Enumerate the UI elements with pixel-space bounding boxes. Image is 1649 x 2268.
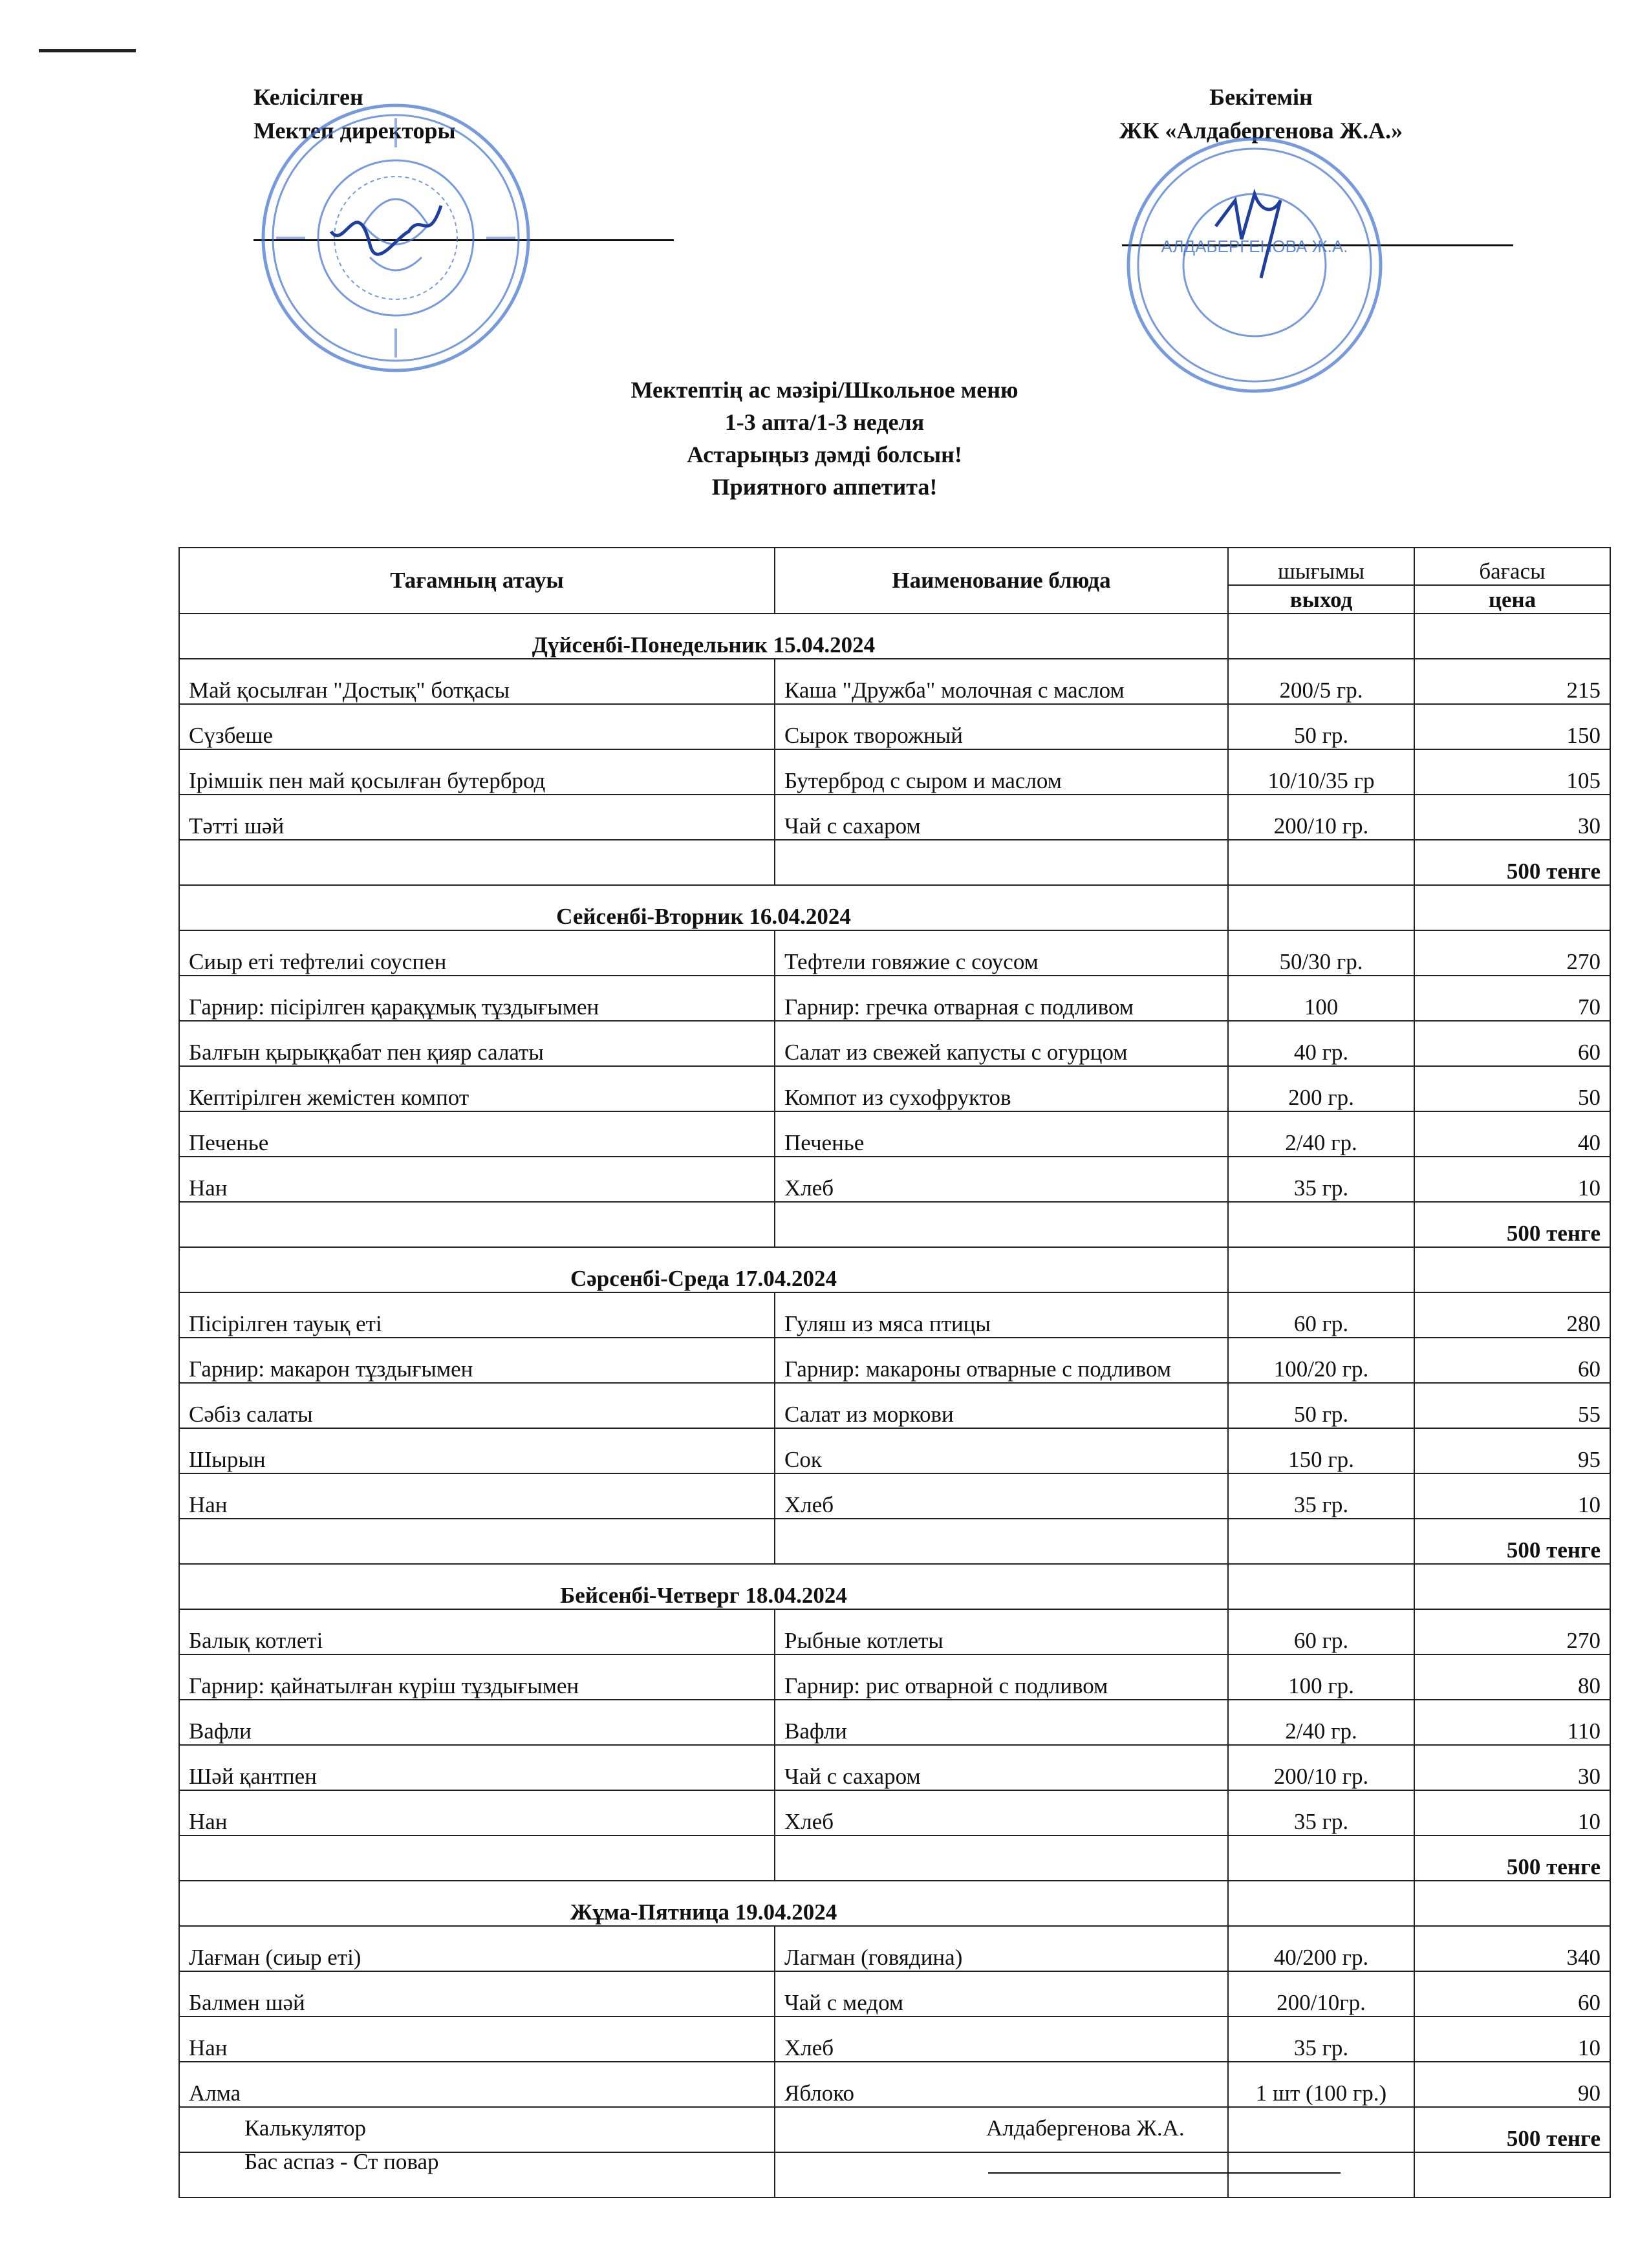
dish-price: 60: [1414, 1338, 1610, 1383]
dish-price: 50: [1414, 1066, 1610, 1111]
dish-portion: 200/5 гр.: [1228, 659, 1414, 704]
empty-cell: [179, 840, 775, 885]
dish-name-ru: Хлеб: [775, 2017, 1228, 2062]
dish-portion: 100 гр.: [1228, 1654, 1414, 1700]
empty-cell: [775, 1835, 1228, 1881]
table-row: [179, 1745, 1610, 1790]
table-row: [179, 976, 1610, 1021]
dish-portion: 200 гр.: [1228, 1066, 1414, 1111]
table-row: [179, 795, 1610, 840]
dish-name-ru: Хлеб: [775, 1790, 1228, 1835]
day-total-row: [179, 1202, 1610, 1247]
day-total: 500 тенге: [1414, 1519, 1610, 1564]
dish-portion: 35 гр.: [1228, 1157, 1414, 1202]
dish-name-ru: Гуляш из мяса птицы: [775, 1292, 1228, 1338]
dish-name-ru: Чай с сахаром: [775, 1745, 1228, 1790]
dish-name-kz: Пісірілген тауық еті: [179, 1292, 775, 1338]
day-name: Сәрсенбі-Среда 17.04.2024: [179, 1247, 1228, 1292]
empty-cell: [1228, 885, 1414, 930]
scan-mark: [39, 49, 136, 52]
dish-name-kz: Сәбіз салаты: [179, 1383, 775, 1428]
header-col-kz: Тағамның атауы: [179, 548, 775, 614]
dish-name-kz: Вафли: [179, 1700, 775, 1745]
dish-portion: 150 гр.: [1228, 1428, 1414, 1473]
dish-portion: 50 гр.: [1228, 1383, 1414, 1428]
dish-name-kz: Шырын: [179, 1428, 775, 1473]
dish-portion: 1 шт (100 гр.): [1228, 2062, 1414, 2107]
table-row: [179, 1021, 1610, 1066]
table-row: [179, 659, 1610, 704]
empty-cell: [1228, 840, 1414, 885]
header-col-price-kz: бағасы: [1414, 548, 1610, 585]
dish-price: 270: [1414, 1609, 1610, 1654]
approval-right-line1: Бекітемін: [1209, 84, 1313, 110]
dish-name-kz: Гарнир: пісірілген қарақұмық тұздығымен: [179, 976, 775, 1021]
day-total: 500 тенге: [1414, 1835, 1610, 1881]
footer-signer-name: Алдабергенова Ж.А.: [986, 2115, 1185, 2141]
approval-left-line1: Келісілген: [253, 84, 363, 110]
empty-cell: [1414, 2152, 1610, 2198]
dish-name-kz: Балық котлеті: [179, 1609, 775, 1654]
dish-name-ru: Гарнир: рис отварной с подливом: [775, 1654, 1228, 1700]
dish-price: 30: [1414, 1745, 1610, 1790]
dish-price: 270: [1414, 930, 1610, 976]
right-seal-text: АЛДАБЕРГЕНОВА Ж.А.: [1161, 237, 1348, 256]
dish-name-ru: Яблоко: [775, 2062, 1228, 2107]
dish-name-kz: Балмен шәй: [179, 1971, 775, 2017]
day-total-row: [179, 840, 1610, 885]
dish-portion: 35 гр.: [1228, 1473, 1414, 1519]
left-school-seal: [253, 96, 538, 380]
dish-name-kz: Балғын қырыққабат пен қияр салаты: [179, 1021, 775, 1066]
dish-price: 110: [1414, 1700, 1610, 1745]
dish-name-ru: Сок: [775, 1428, 1228, 1473]
header-col-out-kz: шығымы: [1228, 548, 1414, 585]
dish-price: 60: [1414, 1971, 1610, 2017]
table-row: [179, 2062, 1610, 2107]
table-row: [179, 1700, 1610, 1745]
dish-name-kz: Гарнир: макарон тұздығымен: [179, 1338, 775, 1383]
table-row: [179, 1066, 1610, 1111]
day-total-row: [179, 1835, 1610, 1881]
dish-name-ru: Хлеб: [775, 1157, 1228, 1202]
dish-name-kz: Сиыр еті тефтелиі соуспен: [179, 930, 775, 976]
empty-cell: [1228, 1202, 1414, 1247]
dish-price: 105: [1414, 749, 1610, 795]
dish-name-kz: Нан: [179, 2017, 775, 2062]
empty-cell: [1414, 614, 1610, 659]
empty-cell: [1414, 885, 1610, 930]
dish-price: 215: [1414, 659, 1610, 704]
day-header-row: [179, 1247, 1610, 1292]
empty-cell: [179, 1202, 775, 1247]
dish-name-kz: Алма: [179, 2062, 775, 2107]
dish-portion: 200/10 гр.: [1228, 1745, 1414, 1790]
dish-name-kz: Кептірілген жемістен компот: [179, 1066, 775, 1111]
empty-cell: [1228, 614, 1414, 659]
table-row: [179, 1790, 1610, 1835]
dish-price: 95: [1414, 1428, 1610, 1473]
empty-cell: [179, 1835, 775, 1881]
dish-name-kz: Тәтті шәй: [179, 795, 775, 840]
menu-body: [179, 614, 1610, 2198]
dish-price: 30: [1414, 795, 1610, 840]
day-total-row: [179, 1519, 1610, 1564]
dish-price: 80: [1414, 1654, 1610, 1700]
dish-name-ru: Компот из сухофруктов: [775, 1066, 1228, 1111]
dish-name-kz: Май қосылған "Достық" ботқасы: [179, 659, 775, 704]
day-header-row: [179, 1881, 1610, 1926]
dish-name-ru: Гарнир: гречка отварная с подливом: [775, 976, 1228, 1021]
dish-portion: 100: [1228, 976, 1414, 1021]
day-name: Жұма-Пятница 19.04.2024: [179, 1881, 1228, 1926]
footer-left: [244, 2112, 439, 2179]
dish-portion: 40/200 гр.: [1228, 1926, 1414, 1971]
empty-cell: [1228, 1881, 1414, 1926]
title-line2: 1-3 апта/1-3 неделя: [724, 409, 925, 435]
empty-cell: [1228, 2107, 1414, 2152]
dish-name-kz: Ірімшік пен май қосылған бутерброд: [179, 749, 775, 795]
day-header-row: [179, 614, 1610, 659]
dish-name-ru: Печенье: [775, 1111, 1228, 1157]
dish-price: 10: [1414, 1157, 1610, 1202]
title-line3: Астарыңыз дәмді болсын!: [687, 442, 962, 467]
day-header-row: [179, 885, 1610, 930]
dish-portion: 35 гр.: [1228, 1790, 1414, 1835]
footer-right: [986, 2112, 1185, 2145]
table-row: [179, 1654, 1610, 1700]
table-row: [179, 749, 1610, 795]
dish-name-ru: Лагман (говядина): [775, 1926, 1228, 1971]
table-row: [179, 704, 1610, 749]
dish-name-kz: Сүзбеше: [179, 704, 775, 749]
footer-signature-line: [988, 2172, 1341, 2174]
dish-name-kz: Гарнир: қайнатылған күріш тұздығымен: [179, 1654, 775, 1700]
dish-price: 10: [1414, 1790, 1610, 1835]
dish-price: 340: [1414, 1926, 1610, 1971]
day-header-row: [179, 1564, 1610, 1609]
dish-price: 10: [1414, 1473, 1610, 1519]
footer-role1: Калькулятор: [244, 2115, 367, 2141]
day-name: Дүйсенбі-Понедельник 15.04.2024: [179, 614, 1228, 659]
dish-price: 280: [1414, 1292, 1610, 1338]
dish-price: 40: [1414, 1111, 1610, 1157]
empty-cell: [1414, 1881, 1610, 1926]
day-total: 500 тенге: [1414, 840, 1610, 885]
table-row: [179, 1338, 1610, 1383]
dish-portion: 2/40 гр.: [1228, 1111, 1414, 1157]
dish-name-ru: Хлеб: [775, 1473, 1228, 1519]
table-row: [179, 1473, 1610, 1519]
dish-name-kz: Нан: [179, 1473, 775, 1519]
dish-name-ru: Гарнир: макароны отварные с подливом: [775, 1338, 1228, 1383]
table-row: [179, 1292, 1610, 1338]
empty-cell: [1228, 2152, 1414, 2198]
empty-cell: [1228, 1519, 1414, 1564]
empty-cell: [1414, 1247, 1610, 1292]
dish-name-ru: Салат из свежей капусты с огурцом: [775, 1021, 1228, 1066]
dish-name-kz: Лағман (сиыр еті): [179, 1926, 775, 1971]
dish-portion: 50 гр.: [1228, 704, 1414, 749]
dish-price: 10: [1414, 2017, 1610, 2062]
day-name: Бейсенбі-Четверг 18.04.2024: [179, 1564, 1228, 1609]
dish-portion: 60 гр.: [1228, 1292, 1414, 1338]
dish-price: 70: [1414, 976, 1610, 1021]
empty-cell: [179, 1519, 775, 1564]
table-row: [179, 1428, 1610, 1473]
menu-table: [178, 547, 1611, 2198]
dish-name-kz: Шәй қантпен: [179, 1745, 775, 1790]
dish-name-ru: Салат из моркови: [775, 1383, 1228, 1428]
dish-name-ru: Чай с медом: [775, 1971, 1228, 2017]
approval-left-line2: Мектеп директоры: [253, 118, 456, 144]
dish-portion: 100/20 гр.: [1228, 1338, 1414, 1383]
table-row: [179, 2017, 1610, 2062]
dish-price: 150: [1414, 704, 1610, 749]
dish-name-kz: Нан: [179, 1157, 775, 1202]
title-line1: Мектептің ас мәзірі/Школьное меню: [630, 377, 1018, 403]
table-row: [179, 1111, 1610, 1157]
dish-name-ru: Каша "Дружба" молочная с маслом: [775, 659, 1228, 704]
table-row: [179, 1971, 1610, 2017]
day-name: Сейсенбі-Вторник 16.04.2024: [179, 885, 1228, 930]
day-total: 500 тенге: [1414, 2107, 1610, 2152]
dish-portion: 50/30 гр.: [1228, 930, 1414, 976]
dish-portion: 40 гр.: [1228, 1021, 1414, 1066]
table-row: [179, 1157, 1610, 1202]
table-row: [179, 1383, 1610, 1428]
dish-portion: 10/10/35 гр: [1228, 749, 1414, 795]
dish-name-ru: Чай с сахаром: [775, 795, 1228, 840]
dish-portion: 2/40 гр.: [1228, 1700, 1414, 1745]
table-row: [179, 1926, 1610, 1971]
empty-cell: [1228, 1835, 1414, 1881]
dish-name-ru: Тефтели говяжие с соусом: [775, 930, 1228, 976]
footer-role2: Бас аспаз - Ст повар: [244, 2149, 439, 2174]
empty-cell: [775, 2152, 1228, 2198]
empty-cell: [1228, 1564, 1414, 1609]
approval-right-line2: ЖК «Алдабергенова Ж.А.»: [1119, 118, 1403, 144]
dish-portion: 60 гр.: [1228, 1609, 1414, 1654]
title-line4: Приятного аппетита!: [711, 474, 938, 500]
day-total: 500 тенге: [1414, 1202, 1610, 1247]
dish-name-ru: Рыбные котлеты: [775, 1609, 1228, 1654]
empty-cell: [775, 1519, 1228, 1564]
dish-name-ru: Вафли: [775, 1700, 1228, 1745]
dish-price: 55: [1414, 1383, 1610, 1428]
dish-name-kz: Нан: [179, 1790, 775, 1835]
header-col-out-ru: выход: [1228, 585, 1414, 614]
dish-portion: 200/10 гр.: [1228, 795, 1414, 840]
header-col-price-ru: цена: [1414, 585, 1610, 614]
empty-cell: [1228, 1247, 1414, 1292]
menu-title: [0, 374, 1649, 503]
empty-cell: [775, 1202, 1228, 1247]
dish-name-ru: Бутерброд с сыром и маслом: [775, 749, 1228, 795]
table-row: [179, 1609, 1610, 1654]
dish-portion: 35 гр.: [1228, 2017, 1414, 2062]
empty-cell: [775, 840, 1228, 885]
dish-portion: 200/10гр.: [1228, 1971, 1414, 2017]
header-col-ru: Наименование блюда: [775, 548, 1228, 614]
dish-price: 60: [1414, 1021, 1610, 1066]
dish-name-ru: Сырок творожный: [775, 704, 1228, 749]
empty-cell: [1414, 1564, 1610, 1609]
table-row: [179, 930, 1610, 976]
dish-name-kz: Печенье: [179, 1111, 775, 1157]
right-entrepreneur-seal: [1119, 129, 1390, 401]
dish-price: 90: [1414, 2062, 1610, 2107]
